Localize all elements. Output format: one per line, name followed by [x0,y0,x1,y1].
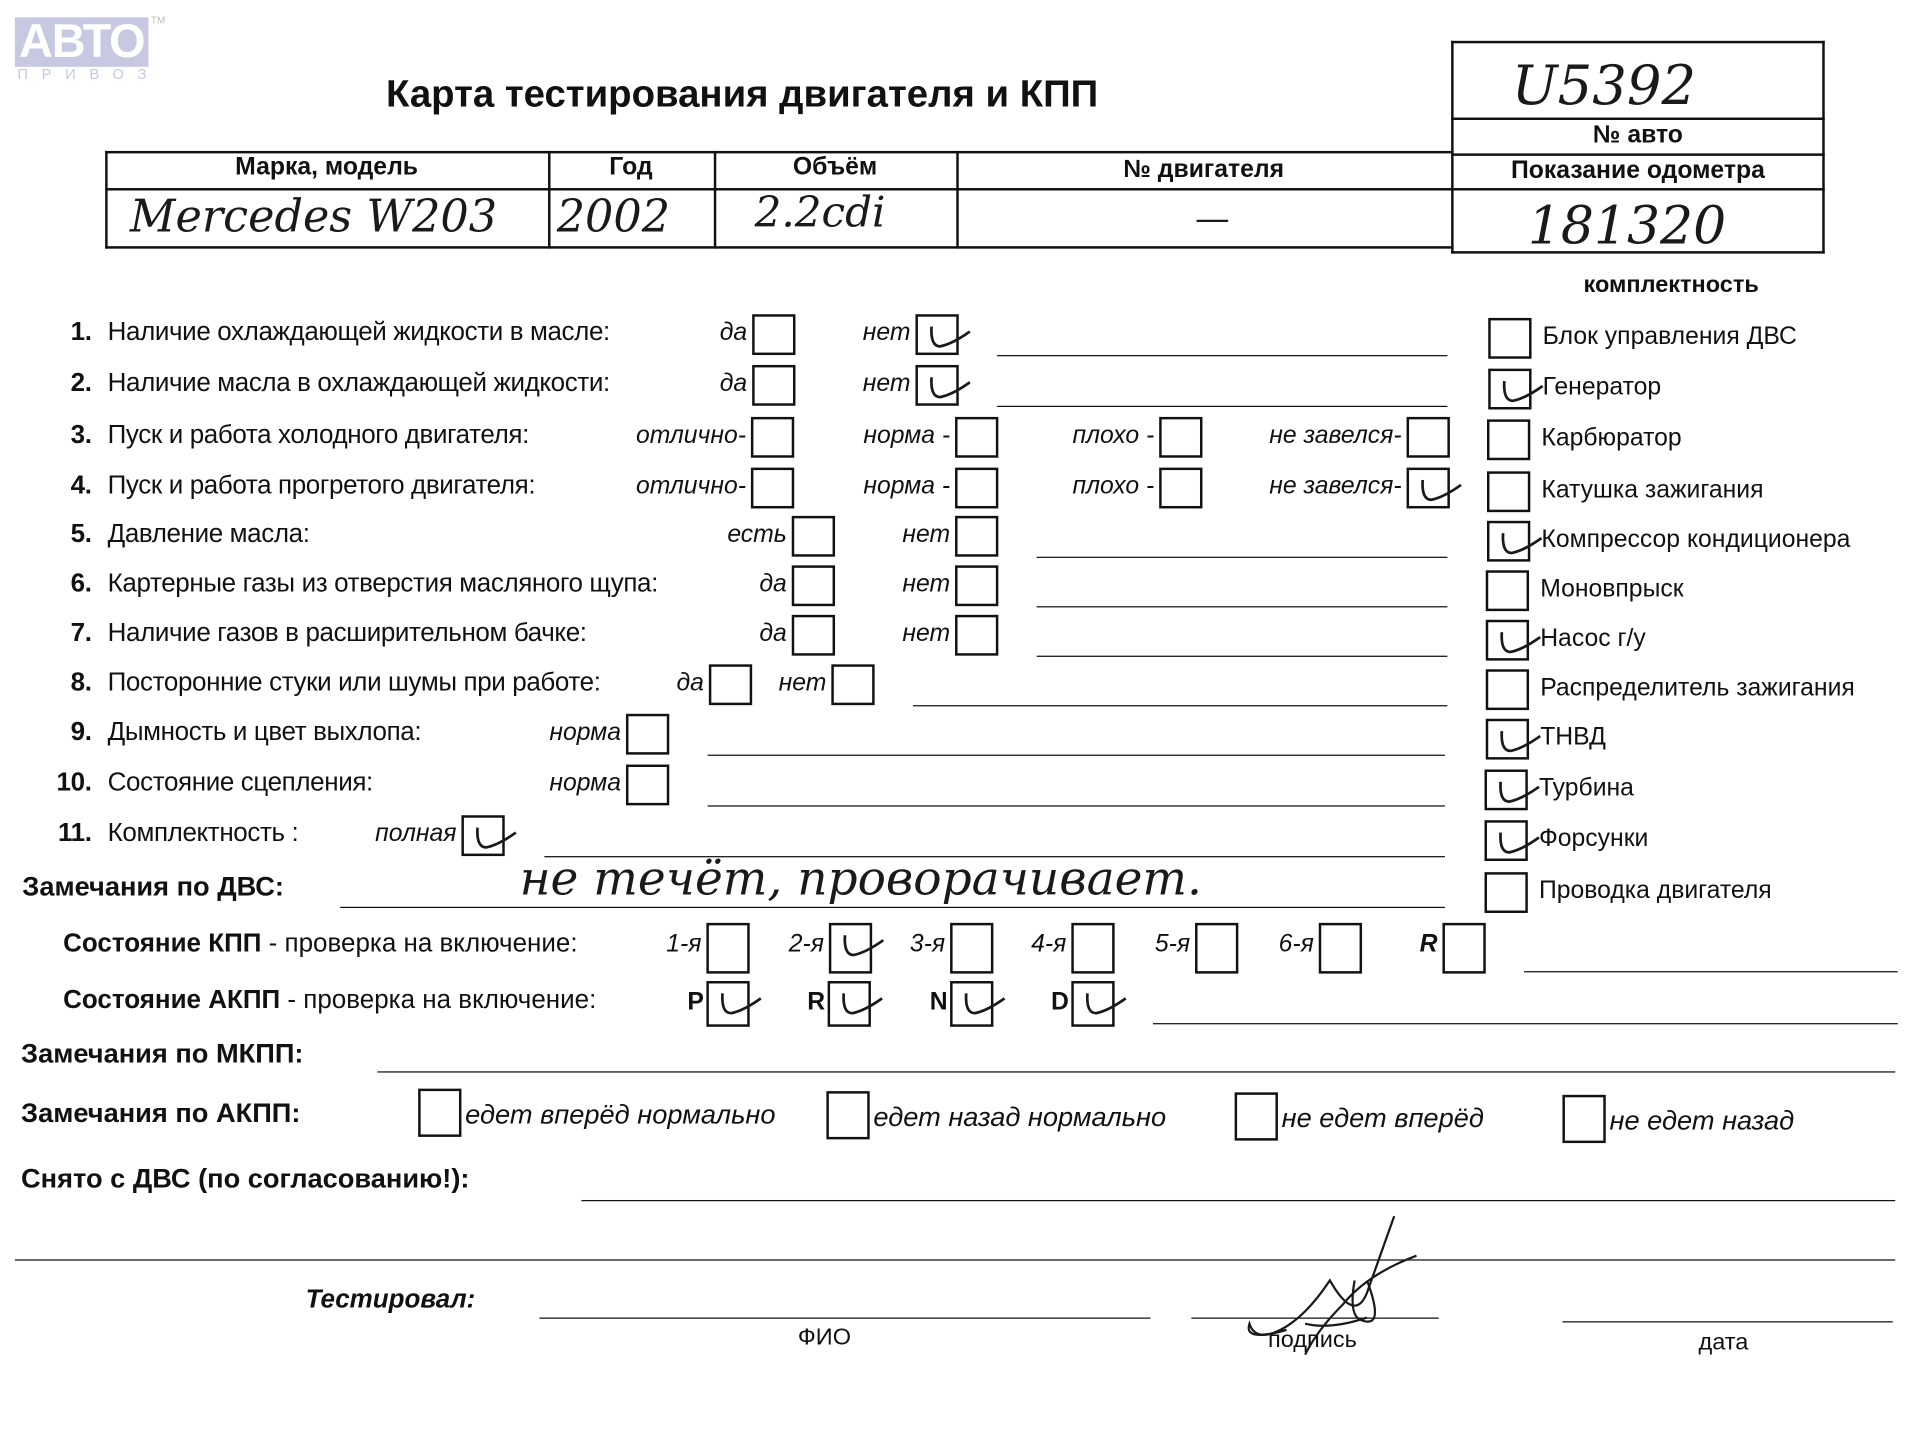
question-label: Комплектность : [107,818,299,848]
check-mark-icon [1412,470,1457,510]
removed-line[interactable] [581,1200,1895,1201]
gear-checkbox[interactable] [828,981,871,1027]
akpp-option-label: едет вперёд нормально [465,1098,776,1130]
completeness-checkbox[interactable] [1488,369,1531,410]
option-checkbox[interactable] [955,468,998,509]
completeness-checkbox[interactable] [1487,471,1530,512]
question-label: Наличие охлаждающей жидкости в масле: [107,317,610,347]
tested-by-label: Тестировал: [305,1285,476,1314]
year-value[interactable]: 2002 [556,191,671,243]
question-number: 9. [70,717,92,746]
date-line[interactable] [1562,1321,1892,1322]
option-label: нет [862,369,911,398]
question-label: Наличие газов в расширительном бачке: [107,618,587,648]
question-label: Состояние сцепления: [107,768,373,797]
completeness-item-label: Проводка двигателя [1538,877,1772,905]
gear-label: 6-я [1278,930,1314,958]
option-checkbox[interactable] [1407,468,1450,509]
comment-line[interactable] [708,805,1445,806]
completeness-item-label: Генератор [1542,373,1662,401]
question-label: Пуск и работа прогретого двигателя: [107,471,536,500]
volume-value[interactable]: 2.2cdi [754,188,886,238]
option-label: есть [727,520,787,549]
auto-gearbox-label-rest: - проверка на включение: [280,985,597,1015]
completeness-checkbox[interactable] [1488,318,1531,359]
option-checkbox[interactable] [792,615,835,656]
mkpp-remarks-line[interactable] [377,1071,1895,1072]
gear-label: R [1419,930,1438,958]
option-checkbox[interactable] [955,565,998,606]
option-checkbox[interactable] [751,468,794,509]
gear-label: D [1050,988,1069,1016]
option-checkbox[interactable] [461,815,504,856]
logo-subtitle: ПРИВОЗ [17,65,161,83]
manual-gearbox-label [63,929,577,959]
akpp-option-checkbox[interactable] [1235,1092,1278,1140]
auto-number-label: № авто [1592,121,1683,149]
make-model-value[interactable]: Mercedes W203 [129,191,498,243]
comment-line[interactable] [913,705,1447,706]
odometer-value[interactable]: 181320 [1527,195,1727,257]
comment-line[interactable] [997,406,1447,407]
check-mark-icon [466,818,511,858]
completeness-checkbox[interactable] [1487,419,1530,460]
option-label: отлично- [636,472,746,500]
check-mark-icon [1489,823,1534,863]
engine-remarks-label: Замечания по ДВС: [22,870,284,902]
avtoprivoz-logo: АВТО [15,17,149,66]
option-checkbox[interactable] [792,516,835,557]
header-make-model: Марка, модель [235,153,419,181]
question-number: 2. [70,368,92,398]
question-label: Давление масла: [107,519,310,549]
option-label: да [759,570,787,598]
check-mark-icon [955,983,1000,1023]
manual-gearbox-line [1524,971,1898,972]
completeness-item-label: Катушка зажигания [1541,476,1764,504]
question-number: 8. [70,668,92,697]
completeness-title: комплектность [1583,272,1759,299]
completeness-checkbox[interactable] [1485,872,1528,913]
completeness-item-label: Форсунки [1538,825,1649,853]
option-checkbox[interactable] [626,765,669,806]
option-label: нет [778,669,827,697]
akpp-option-checkbox[interactable] [418,1089,461,1137]
akpp-option-label: едет назад нормально [873,1101,1167,1132]
gear-label: 5-я [1154,930,1191,958]
comment-line[interactable] [1037,656,1448,657]
question-label: Наличие масла в охлаждающей жидкости: [107,368,610,398]
gear-label: 3-я [909,930,946,958]
signature-scribble [1231,1206,1429,1379]
option-checkbox[interactable] [831,664,874,705]
option-checkbox[interactable] [792,565,835,606]
date-caption: дата [1698,1329,1749,1356]
question-number: 4. [70,471,92,500]
option-label: отлично- [636,421,746,450]
header-engine-number: № двигателя [1123,155,1285,184]
header-year: Год [609,153,653,181]
completeness-checkbox[interactable] [1487,521,1530,562]
completeness-item-label: Моновпрыск [1540,575,1684,603]
option-label: не завелся- [1269,421,1402,450]
tester-name-line[interactable] [539,1318,1150,1319]
gear-label: P [687,988,704,1016]
question-label: Картерные газы из отверстия масляного щупа: [107,569,658,598]
option-label: да [676,669,704,697]
question-label: Дымность и цвет выхлопа: [107,717,422,746]
check-mark-icon [1492,523,1537,563]
question-number: 11. [57,818,92,848]
engine-remarks-value[interactable]: не течёт, проворачивает. [519,851,1202,906]
auto-gearbox-line [1153,1023,1898,1024]
auto-gearbox-label [63,986,596,1016]
akpp-option-checkbox[interactable] [1562,1095,1605,1143]
completeness-item-label: Турбина [1538,774,1634,802]
question-label: Пуск и работа холодного двигателя: [107,420,529,450]
comment-line[interactable] [997,355,1447,356]
option-label: полная [375,820,457,848]
engine-number-value[interactable]: — [1195,197,1230,239]
comment-line[interactable] [1037,606,1448,607]
option-checkbox[interactable] [1159,417,1202,458]
option-checkbox[interactable] [626,714,669,755]
gear-checkbox[interactable] [1071,923,1114,974]
gear-checkbox[interactable] [1442,923,1485,974]
completeness-checkbox[interactable] [1486,570,1529,611]
removed-label: Снято с ДВС (по согласованию!): [21,1162,470,1194]
option-checkbox[interactable] [955,615,998,656]
check-mark-icon [1489,772,1534,812]
option-label: норма [549,769,622,797]
completeness-item-label: Карбюратор [1541,424,1682,452]
option-label: плохо - [1072,421,1155,450]
gear-checkbox[interactable] [1319,923,1362,974]
completeness-checkbox[interactable] [1486,620,1529,661]
completeness-checkbox[interactable] [1485,820,1528,861]
gear-checkbox[interactable] [950,923,993,974]
completeness-item-label: Блок управления ДВС [1542,322,1797,351]
signature-caption: подпись [1268,1327,1357,1354]
gear-label: 4-я [1031,930,1067,958]
option-label: нет [902,520,951,549]
check-mark-icon [711,983,756,1023]
auto-number-value[interactable]: U5392 [1511,54,1697,118]
gear-checkbox[interactable] [706,981,749,1027]
gear-checkbox[interactable] [1071,981,1114,1027]
option-checkbox[interactable] [955,516,998,557]
completeness-item-label: Распределитель зажигания [1540,674,1855,702]
option-label: да [719,369,748,398]
name-caption: ФИО [797,1324,851,1351]
akpp-option-label: не едет вперёд [1281,1102,1484,1134]
question-number: 7. [70,618,92,648]
option-label: плохо - [1072,472,1155,500]
removed-line-2[interactable] [15,1259,1895,1260]
gear-label: R [807,988,826,1016]
question-label: Посторонние стуки или шумы при работе: [107,668,601,697]
question-number: 3. [70,420,92,450]
check-mark-icon [1493,371,1538,411]
completeness-item-label: Компрессор кондиционера [1541,525,1851,553]
option-checkbox[interactable] [1159,468,1202,509]
auto-gearbox-label-bold: Состояние АКПП [63,985,281,1015]
option-checkbox[interactable] [752,314,795,355]
question-number: 6. [70,569,92,598]
manual-gearbox-label-bold: Состояние КПП [63,929,262,958]
option-label: да [759,619,787,648]
option-checkbox[interactable] [709,664,752,705]
option-checkbox[interactable] [915,314,958,355]
gear-label: 1-я [666,930,702,958]
comment-line[interactable] [708,755,1445,756]
gear-checkbox[interactable] [1195,923,1238,974]
manual-gearbox-label-rest: - проверка на включение: [261,929,578,958]
check-mark-icon [834,925,879,965]
question-number: 5. [70,519,92,549]
check-mark-icon [920,317,965,357]
option-checkbox[interactable] [1407,417,1450,458]
completeness-checkbox[interactable] [1485,769,1528,810]
akpp-option-label: не едет назад [1609,1104,1795,1136]
completeness-checkbox[interactable] [1486,719,1529,760]
option-label: нет [862,319,911,347]
option-checkbox[interactable] [955,417,998,458]
completeness-item-label: ТНВД [1540,723,1606,751]
option-label: норма [549,718,622,746]
check-mark-icon [1491,622,1536,662]
completeness-item-label: Насос г/у [1540,624,1646,652]
option-checkbox[interactable] [751,417,794,458]
option-label: да [719,319,748,347]
check-mark-icon [1491,721,1536,761]
gear-checkbox[interactable] [706,923,749,974]
option-checkbox[interactable] [915,365,958,406]
akpp-remarks-label: Замечания по АКПП: [21,1097,301,1129]
gear-checkbox[interactable] [950,981,993,1027]
option-label: нет [902,570,951,598]
header-volume: Объём [792,153,878,181]
odometer-label: Показание одометра [1510,157,1765,185]
akpp-option-checkbox[interactable] [826,1091,869,1139]
logo-trademark: TM [150,14,166,26]
gear-label: N [929,988,948,1016]
check-mark-icon [1076,983,1121,1023]
mkpp-remarks-label: Замечания по МКПП: [21,1037,304,1069]
gear-label: 2-я [788,930,824,958]
engine-remarks-line [340,907,1445,908]
check-mark-icon [920,367,965,407]
option-label: норма - [863,421,951,450]
option-label: не завелся- [1269,472,1402,500]
completeness-checkbox[interactable] [1486,669,1529,710]
question-number: 1. [70,317,92,347]
gear-checkbox[interactable] [829,923,872,974]
option-checkbox[interactable] [752,365,795,406]
comment-line[interactable] [1037,557,1448,558]
option-label: норма - [863,472,951,500]
check-mark-icon [833,983,878,1023]
question-number: 10. [56,768,92,797]
option-label: нет [902,619,951,648]
page-title: Карта тестирования двигателя и КПП [385,71,1099,116]
